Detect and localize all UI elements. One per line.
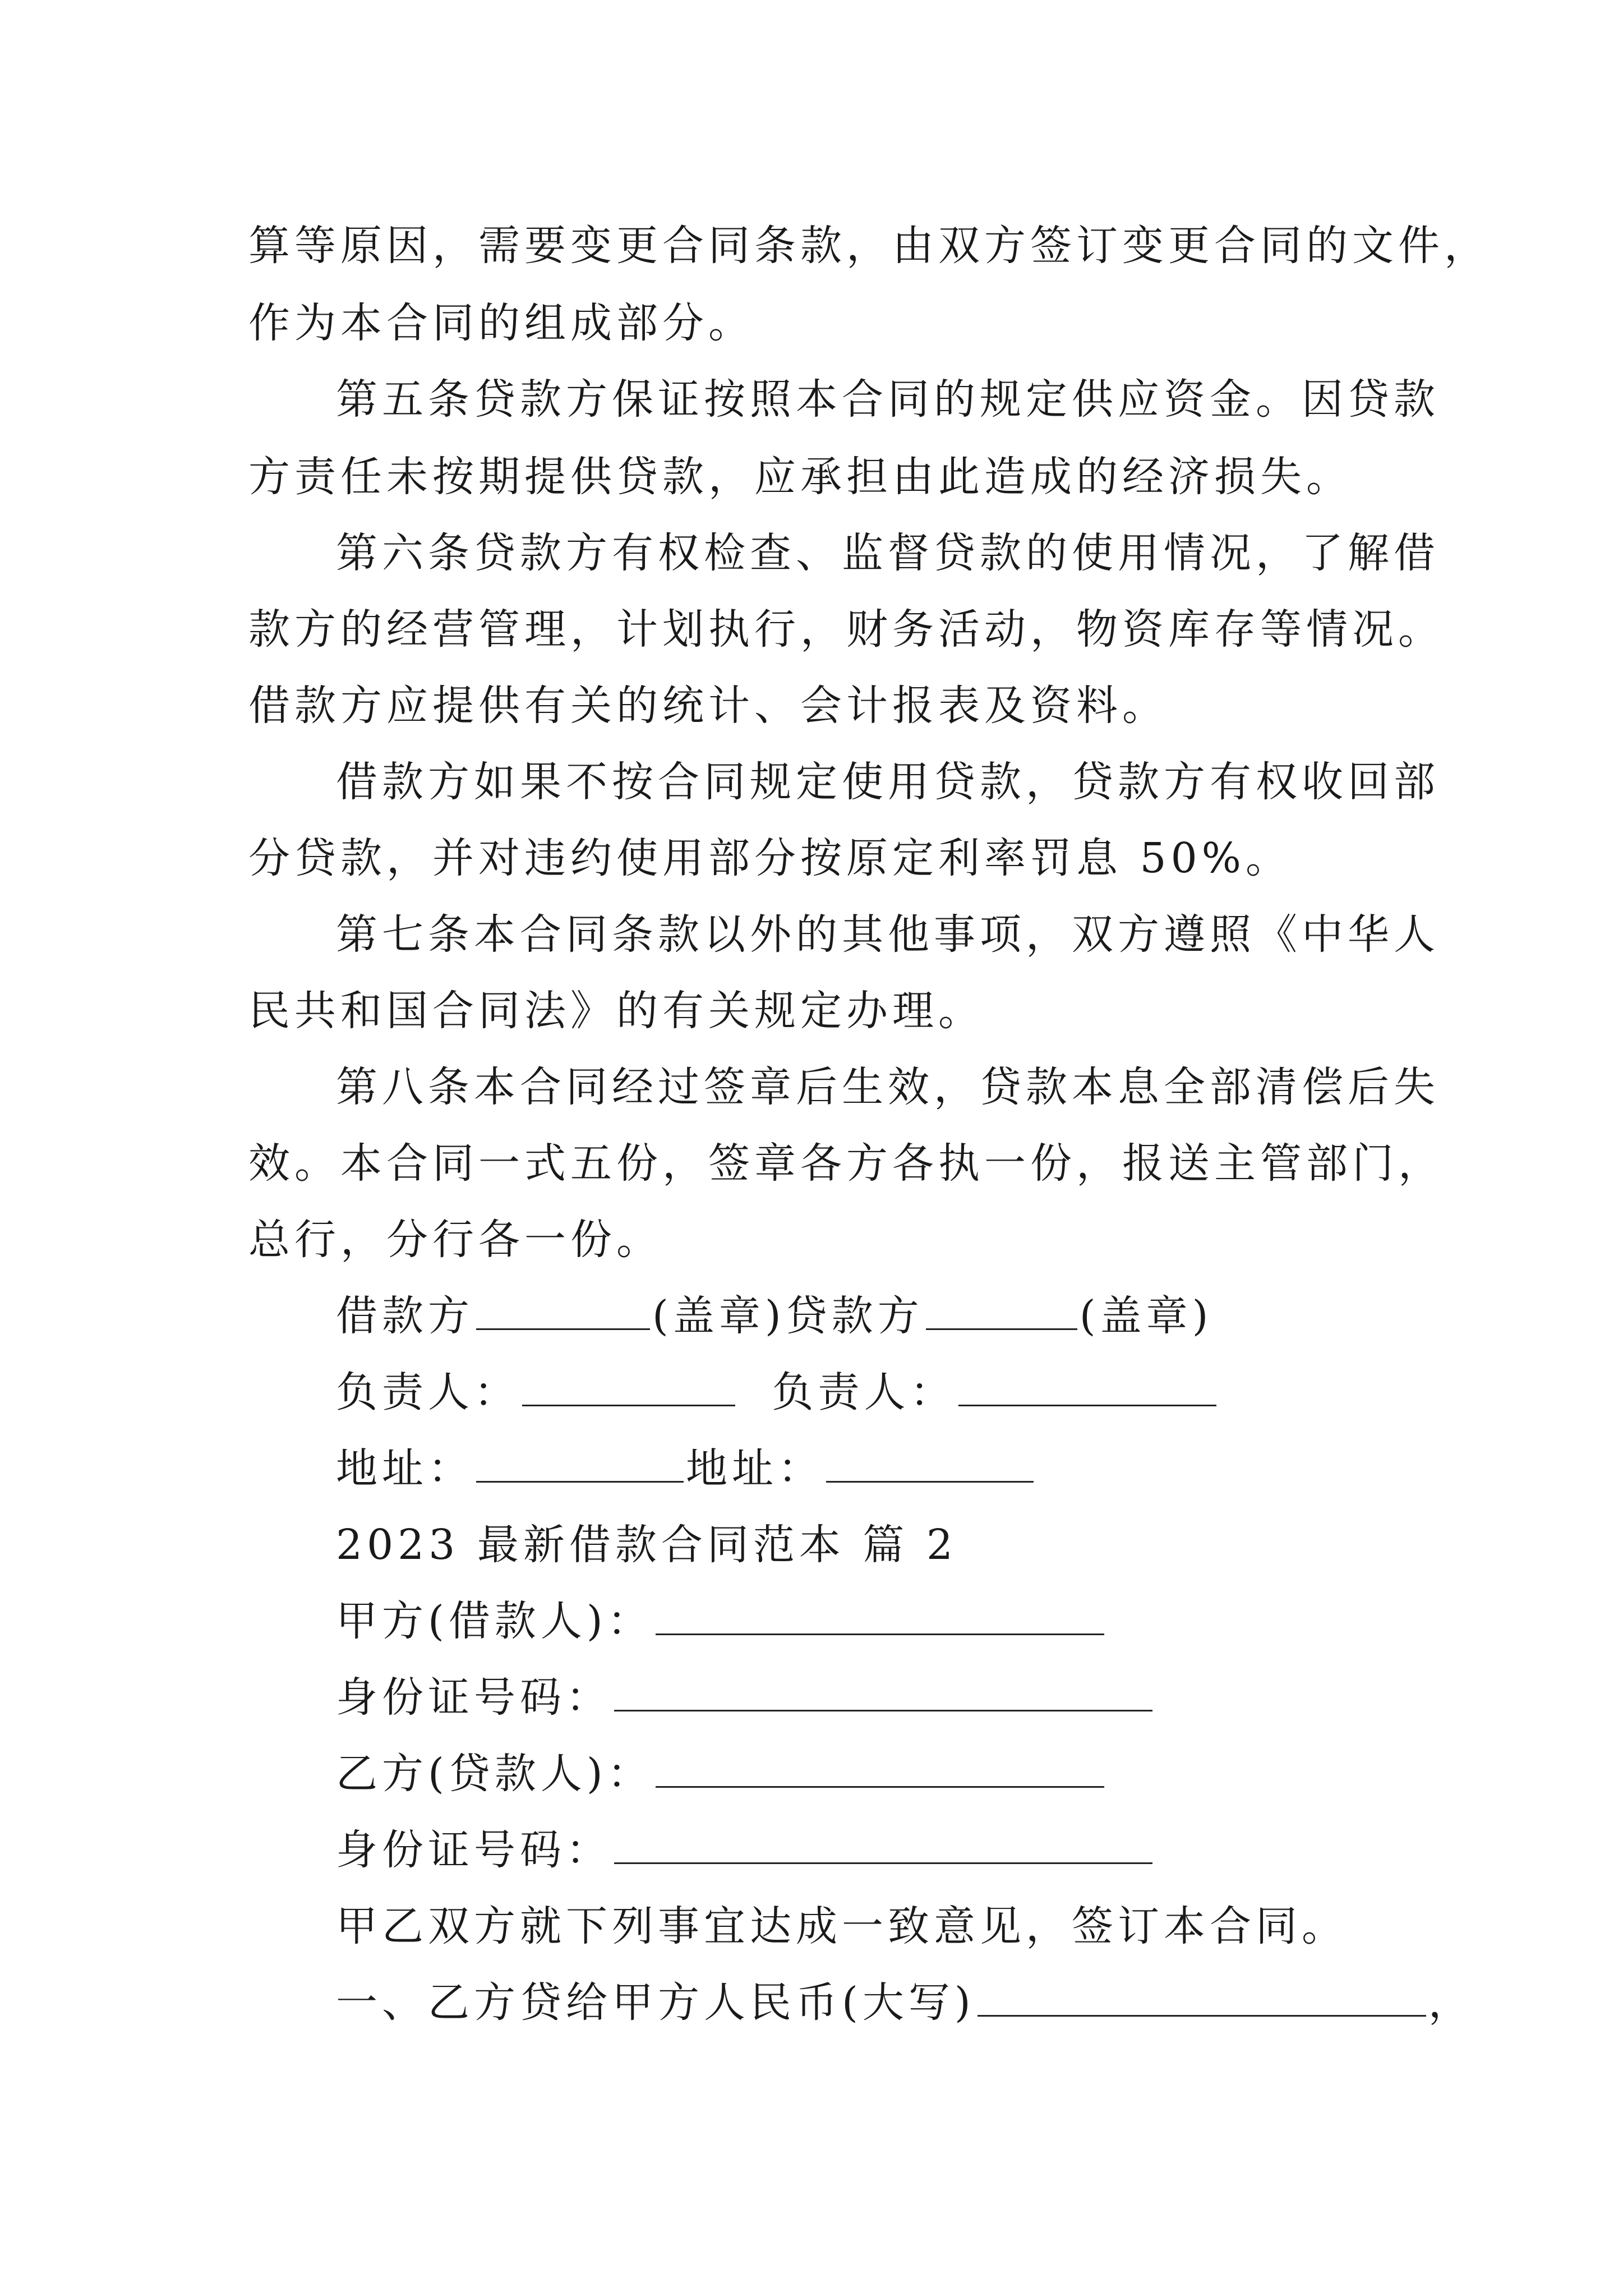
article-6-line: 借款方应提供有关的统计、会计报表及资料。	[248, 682, 1168, 730]
borrower-label: 借款方	[336, 1292, 474, 1340]
penalty-line: 分贷款，并对违约使用部分按原定利率罚息 50%。	[248, 834, 1292, 882]
responsible-person-blank[interactable]	[958, 1372, 1216, 1406]
party-b-label: 乙方(贷款人)：	[336, 1750, 653, 1798]
article-5-line: 第五条贷款方保证按照本合同的规定供应资金。因贷款	[336, 375, 1440, 424]
lender-label: 贷款方	[785, 1292, 924, 1340]
lender-blank[interactable]	[926, 1296, 1077, 1330]
party-a-label: 甲方(借款人)：	[336, 1597, 653, 1645]
id-number-blank[interactable]	[614, 1677, 1152, 1711]
amount-blank[interactable]	[978, 1982, 1426, 2017]
id-number-label: 身份证号码：	[336, 1673, 612, 1722]
id-number-row	[336, 1669, 1155, 1726]
party-a-row	[336, 1593, 1106, 1649]
borrower-blank[interactable]	[476, 1296, 650, 1330]
article-5-line: 方责任未按期提供贷款，应承担由此造成的经济损失。	[248, 453, 1352, 501]
paragraph-line: 算等原因，需要变更合同条款，由双方签订变更合同的文件，	[248, 222, 1490, 270]
lender-seal-label: (盖章)	[1079, 1292, 1213, 1340]
address-row	[336, 1441, 1036, 1497]
clause-1-label: 一、乙方贷给甲方人民币(大写)	[336, 1978, 975, 2027]
borrower-seal-label: (盖章)	[652, 1292, 786, 1340]
article-8-line: 效。本合同一式五份，签章各方各执一份，报送主管部门，	[248, 1139, 1444, 1188]
responsible-person-label: 负责人：	[772, 1368, 956, 1416]
signature-row	[336, 1288, 1213, 1344]
section-heading: 2023 最新借款合同范本 篇 2	[336, 1521, 957, 1569]
id-number-blank[interactable]	[614, 1830, 1152, 1864]
article-8-line: 第八条本合同经过签章后生效，贷款本息全部清偿后失	[336, 1063, 1440, 1111]
article-6-line: 款方的经营管理，计划执行，财务活动，物资库存等情况。	[248, 605, 1444, 654]
party-b-row	[336, 1746, 1106, 1802]
party-b-blank[interactable]	[656, 1754, 1104, 1788]
id-number-row	[336, 1822, 1155, 1878]
address-label: 地址：	[686, 1444, 824, 1493]
address-label: 地址：	[336, 1444, 474, 1493]
clause-1-row	[336, 1975, 1474, 2031]
responsible-person-row	[336, 1364, 1219, 1420]
article-7-line: 民共和国合同法》的有关规定办理。	[248, 987, 984, 1035]
responsible-person-label: 负责人：	[336, 1368, 520, 1416]
agreement-line: 甲乙双方就下列事宜达成一致意见，签订本合同。	[336, 1902, 1348, 1950]
article-6-line: 第六条贷款方有权检查、监督贷款的使用情况，了解借	[336, 529, 1440, 577]
address-blank[interactable]	[476, 1448, 684, 1483]
address-blank[interactable]	[826, 1448, 1034, 1483]
penalty-line: 借款方如果不按合同规定使用贷款，贷款方有权收回部	[336, 758, 1440, 806]
responsible-person-blank[interactable]	[522, 1372, 735, 1406]
paragraph-line: 作为本合同的组成部分。	[248, 299, 754, 347]
clause-1-comma: ，	[1428, 1978, 1474, 2027]
id-number-label: 身份证号码：	[336, 1826, 612, 1874]
party-a-blank[interactable]	[656, 1601, 1104, 1635]
article-8-line: 总行，分行各一份。	[248, 1216, 662, 1264]
article-7-line: 第七条本合同条款以外的其他事项，双方遵照《中华人	[336, 910, 1440, 959]
